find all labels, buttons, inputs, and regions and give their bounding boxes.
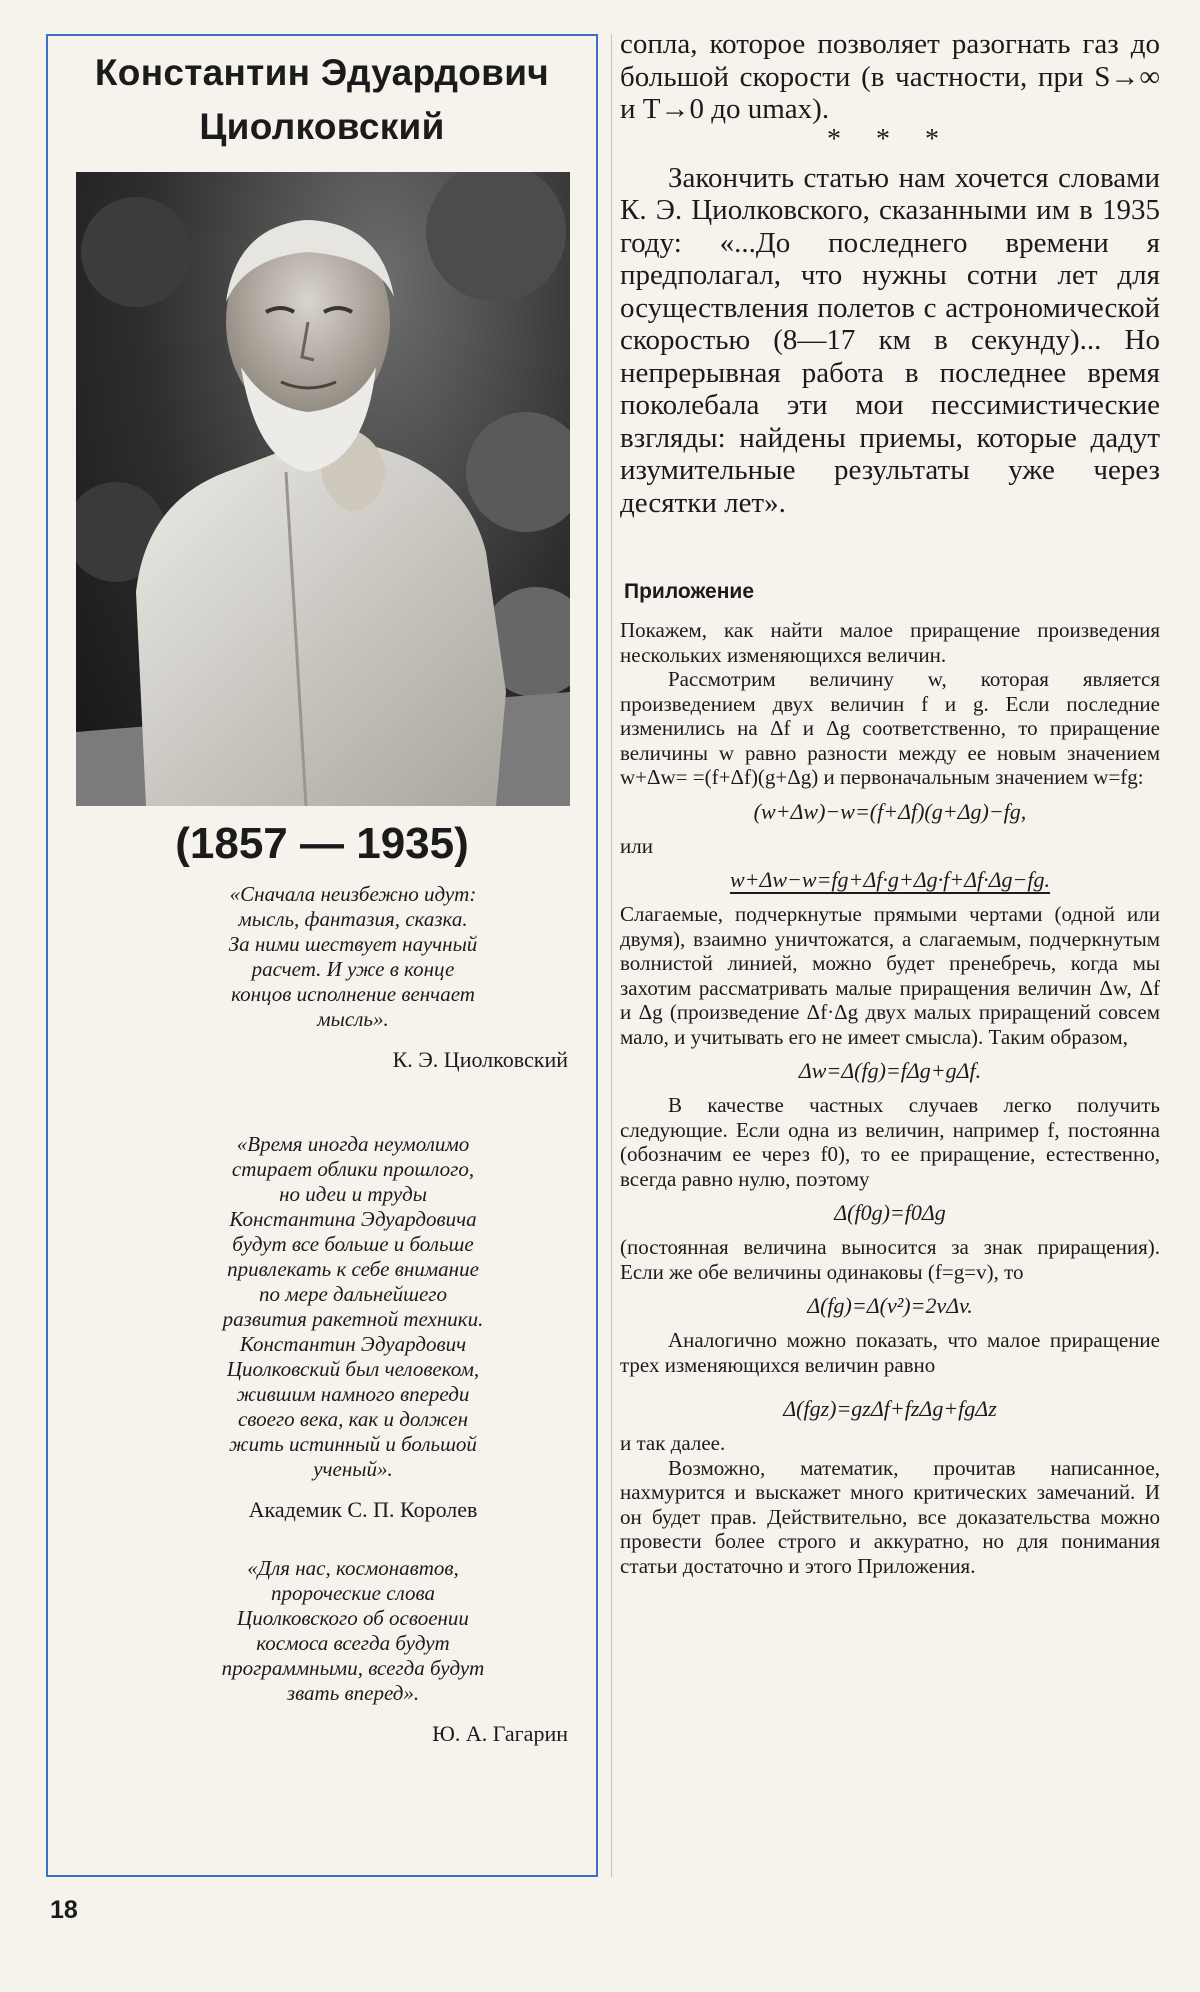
quote-line: привлекать к себе внимание <box>227 1257 479 1281</box>
quote-line: «Время иногда неумолимо <box>236 1132 470 1156</box>
quote-tsiolkovsky <box>138 882 568 1074</box>
appendix-p5: (постоянная величина выносится за знак приращения). Если же обе величины одинаковы (f=g=v), то <box>620 1235 1160 1284</box>
quote-text <box>138 1556 568 1706</box>
bio-name-line2: Циолковский <box>199 106 445 147</box>
quote-line: космоса всегда будут <box>256 1631 450 1655</box>
formula-2: w+Δw−w=fg+Δf·g+Δg·f+Δf·Δg−fg. <box>729 867 1051 892</box>
quote-line: стирает облики прошлого, <box>231 1157 475 1181</box>
quote-line: звать вперед». <box>286 1681 420 1705</box>
quote-line: концов исполнение венчает <box>231 982 475 1006</box>
formula-3: Δw=Δ(fg)=fΔg+gΔf. <box>798 1058 982 1083</box>
bio-years: (1857 — 1935) <box>175 819 469 868</box>
quote-author: Академик С. П. Королев <box>248 1497 478 1522</box>
quote-korolev <box>138 1132 568 1524</box>
quote-line: программными, всегда будут <box>221 1656 485 1680</box>
portrait-illustration <box>76 172 570 806</box>
portrait-photo <box>76 172 570 806</box>
quote-line: своего века, как и должен <box>237 1407 469 1431</box>
quote-line: расчет. И уже в конце <box>251 957 455 981</box>
quote-line: но идеи и труды <box>279 1182 427 1206</box>
quote-line: жить истинный и большой <box>229 1432 477 1456</box>
appendix-p1: Покажем, как найти малое приращение произведения нескольких изменяющихся величин. <box>620 618 1160 667</box>
article-column <box>620 28 1160 519</box>
quote-line: Циолковский был человеком, <box>226 1357 480 1381</box>
appendix-heading: Приложение <box>624 580 755 603</box>
quote-line: мысль». <box>317 1007 389 1031</box>
quote-line: Константина Эдуардовича <box>229 1207 477 1231</box>
formula-4: Δ(f0g)=f0Δg <box>834 1200 946 1225</box>
bio-name-line1: Константин Эдуардович <box>94 52 550 93</box>
quote-line: Циолковского об освоении <box>237 1606 469 1630</box>
quote-author: Ю. А. Гагарин <box>432 1721 568 1746</box>
quote-text <box>138 1132 568 1482</box>
column-divider <box>611 34 612 1877</box>
quote-gagarin <box>138 1556 568 1748</box>
appendix <box>620 578 1160 1578</box>
quote-line: мысль, фантазия, сказка. <box>238 907 468 931</box>
formula-5: Δ(fg)=Δ(v²)=2vΔv. <box>807 1293 973 1318</box>
quote-line: Константин Эдуардович <box>239 1332 467 1356</box>
bio-name <box>48 46 596 154</box>
appendix-p2: Рассмотрим величину w, которая является произведением двух величин f и g. Если последние изменились на Δf и Δg соответственно, то приращение величины w равно разности между ее новым значением w+Δw= =(f+Δf)(g+Δg) и первоначальным значением w=fg: <box>620 667 1160 789</box>
quote-text <box>138 882 568 1032</box>
quote-line: За ними шествует научный <box>228 932 478 956</box>
quote-line: ученый». <box>313 1457 393 1481</box>
appendix-p4: В качестве частных случаев легко получить следующие. Если одна из величин, например f, постоянна (обозначим ее через f0), то ее приращение, естественно, всегда равно нулю, поэтому <box>620 1093 1160 1191</box>
appendix-p6: Аналогично можно показать, что малое приращение трех изменяющихся величин равно <box>620 1328 1160 1377</box>
quote-line: «Для нас, космонавтов, <box>247 1556 459 1580</box>
biography-box <box>46 34 598 1877</box>
quote-author: К. Э. Циолковский <box>392 1047 568 1072</box>
quote-line: по мере дальнейшего <box>259 1282 447 1306</box>
appendix-p3: Слагаемые, подчеркнутые прямыми чертами (одной или двумя), взаимно уничтожатся, а слагаемым, подчеркнутым волнистой линией, можно будет пренебречь, когда мы захотим рассматривать малые приращения величин Δw, Δf и Δg (произведение Δf·Δg двух малых приращений совсем мало, и учитывать его не имеет смысла). Таким образом, <box>620 902 1160 1049</box>
appendix-or: или <box>620 833 653 858</box>
quote-line: жившим намного впереди <box>236 1382 470 1406</box>
formula-1: (w+Δw)−w=(f+Δf)(g+Δg)−fg, <box>753 798 1027 824</box>
quote-line: развития ракетной техники. <box>222 1307 484 1331</box>
closing-paragraph: Закончить статью нам хочется словами К. Э. Циолковского, сказанными им в 1935 году: «...До последнего времени я предполагал, что нужны сотни лет для осуществления полетов с астрономической скоростью (8—17 км в секунду)... Но непрерывная работа в последнее время поколебала эти мои пессимистические взгляды: найдены приемы, которые дадут изумительные результаты уже через десятки лет». <box>620 161 1160 519</box>
appendix-p8: Возможно, математик, прочитав написанное, нахмурится и выскажет много критических замечаний. И он будет прав. Действительно, все доказательства можно провести более строго и аккуратно, но для понимания статьи достаточно и этого Приложения. <box>620 1455 1160 1578</box>
page-number: 18 <box>50 1896 78 1924</box>
intro-paragraph: сопла, которое позволяет разогнать газ до большой скорости (в частности, при S→∞ и T→0 до umax). <box>620 28 1160 125</box>
formula-6: Δ(fgz)=gzΔf+fzΔg+fgΔz <box>783 1396 997 1421</box>
quote-line: «Сначала неизбежно идут: <box>229 882 477 906</box>
section-separator: * * * <box>827 123 953 155</box>
quote-line: пророческие слова <box>271 1581 435 1605</box>
appendix-p7: и так далее. <box>620 1431 726 1455</box>
quote-line: будут все больше и больше <box>232 1232 474 1256</box>
